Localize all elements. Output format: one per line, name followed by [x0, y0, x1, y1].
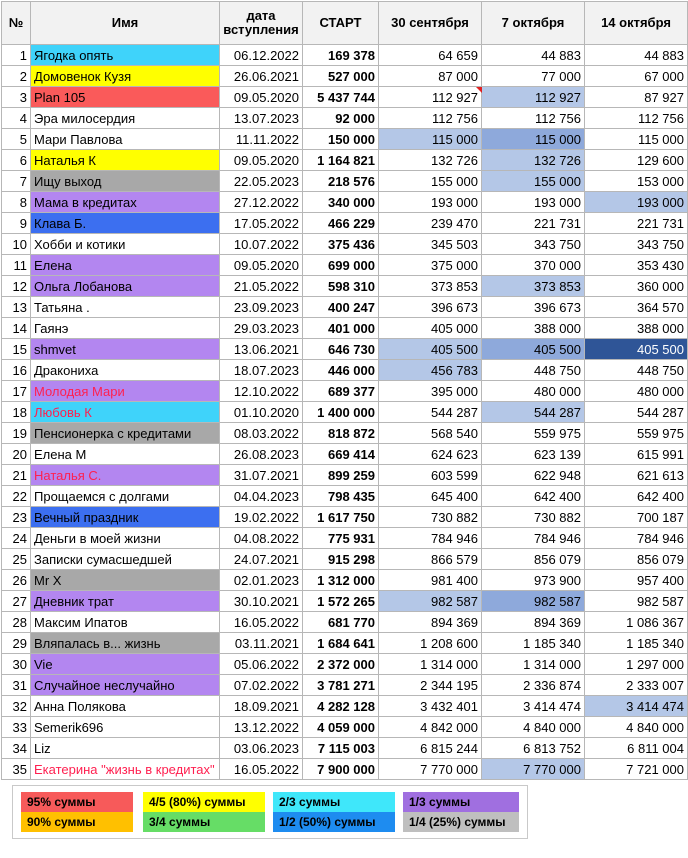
- row-number: 34: [2, 738, 31, 759]
- row-name: shmvet: [31, 339, 220, 360]
- row-sep30: 155 000: [379, 171, 482, 192]
- row-start: 4 059 000: [303, 717, 379, 738]
- table-row: [2, 549, 688, 570]
- row-number: 19: [2, 423, 31, 444]
- row-oct14: 7 721 000: [585, 759, 688, 780]
- table-row: [2, 507, 688, 528]
- row-number: 32: [2, 696, 31, 717]
- row-number: 2: [2, 66, 31, 87]
- row-join-date: 09.05.2020: [220, 150, 303, 171]
- row-start: 150 000: [303, 129, 379, 150]
- row-number: 28: [2, 612, 31, 633]
- row-oct14: 129 600: [585, 150, 688, 171]
- row-number: 14: [2, 318, 31, 339]
- color-legend: [12, 785, 528, 839]
- row-number: 31: [2, 675, 31, 696]
- row-start: 669 414: [303, 444, 379, 465]
- row-sep30: 115 000: [379, 129, 482, 150]
- row-join-date: 22.05.2023: [220, 171, 303, 192]
- row-number: 12: [2, 276, 31, 297]
- row-number: 29: [2, 633, 31, 654]
- row-oct7: 856 079: [482, 549, 585, 570]
- row-number: 5: [2, 129, 31, 150]
- row-name: Клава Б.: [31, 213, 220, 234]
- legend-item-66: 2/3 суммы: [273, 792, 395, 812]
- row-oct14: 67 000: [585, 66, 688, 87]
- row-number: 16: [2, 360, 31, 381]
- row-oct7: 480 000: [482, 381, 585, 402]
- row-number: 4: [2, 108, 31, 129]
- row-start: 340 000: [303, 192, 379, 213]
- legend-item-80: 4/5 (80%) суммы: [143, 792, 265, 812]
- row-oct14: 1 185 340: [585, 633, 688, 654]
- table-row: [2, 150, 688, 171]
- row-start: 699 000: [303, 255, 379, 276]
- row-number: 25: [2, 549, 31, 570]
- table-row: [2, 486, 688, 507]
- row-name: Эра милосердия: [31, 108, 220, 129]
- row-start: 1 400 000: [303, 402, 379, 423]
- row-oct14: 615 991: [585, 444, 688, 465]
- row-oct14: 480 000: [585, 381, 688, 402]
- row-oct7: 973 900: [482, 570, 585, 591]
- row-sep30: 456 783: [379, 360, 482, 381]
- row-number: 20: [2, 444, 31, 465]
- row-join-date: 13.07.2023: [220, 108, 303, 129]
- row-join-date: 09.05.2020: [220, 87, 303, 108]
- header-start: СТАРТ: [303, 2, 379, 45]
- row-join-date: 30.10.2021: [220, 591, 303, 612]
- row-join-date: 26.08.2023: [220, 444, 303, 465]
- row-join-date: 17.05.2022: [220, 213, 303, 234]
- row-sep30: 132 726: [379, 150, 482, 171]
- row-sep30: 866 579: [379, 549, 482, 570]
- row-name: Екатерина "жизнь в кредитах": [31, 759, 220, 780]
- row-name: Максим Ипатов: [31, 612, 220, 633]
- row-oct7: 730 882: [482, 507, 585, 528]
- table-row: [2, 444, 688, 465]
- row-oct7: 112 756: [482, 108, 585, 129]
- row-oct14: 642 400: [585, 486, 688, 507]
- row-name: Мама в кредитах: [31, 192, 220, 213]
- row-oct14: 112 756: [585, 108, 688, 129]
- row-name: Елена М: [31, 444, 220, 465]
- row-start: 1 312 000: [303, 570, 379, 591]
- row-number: 15: [2, 339, 31, 360]
- row-oct14: 4 840 000: [585, 717, 688, 738]
- row-sep30: 375 000: [379, 255, 482, 276]
- row-number: 22: [2, 486, 31, 507]
- row-start: 466 229: [303, 213, 379, 234]
- row-start: 681 770: [303, 612, 379, 633]
- row-name: Semerik696: [31, 717, 220, 738]
- row-name: Пенсионерка с кредитами: [31, 423, 220, 444]
- table-row: [2, 129, 688, 150]
- row-oct7: 3 414 474: [482, 696, 585, 717]
- row-number: 8: [2, 192, 31, 213]
- row-oct7: 982 587: [482, 591, 585, 612]
- row-sep30: 345 503: [379, 234, 482, 255]
- row-sep30: 396 673: [379, 297, 482, 318]
- row-start: 92 000: [303, 108, 379, 129]
- row-sep30: 2 344 195: [379, 675, 482, 696]
- table-row: [2, 717, 688, 738]
- row-oct14: 153 000: [585, 171, 688, 192]
- row-name: Ищу выход: [31, 171, 220, 192]
- row-name: Мари Павлова: [31, 129, 220, 150]
- legend-item-50: 1/2 (50%) суммы: [273, 812, 395, 832]
- row-name: Дневник трат: [31, 591, 220, 612]
- row-oct7: 221 731: [482, 213, 585, 234]
- row-start: 689 377: [303, 381, 379, 402]
- row-join-date: 29.03.2023: [220, 318, 303, 339]
- row-join-date: 16.05.2022: [220, 612, 303, 633]
- row-join-date: 19.02.2022: [220, 507, 303, 528]
- row-oct14: 405 500: [585, 339, 688, 360]
- row-name: Дракониха: [31, 360, 220, 381]
- row-name: Наталья К: [31, 150, 220, 171]
- table-row: [2, 66, 688, 87]
- row-oct14: 1 086 367: [585, 612, 688, 633]
- row-join-date: 31.07.2021: [220, 465, 303, 486]
- row-name: Vie: [31, 654, 220, 675]
- row-oct7: 544 287: [482, 402, 585, 423]
- row-join-date: 13.12.2022: [220, 717, 303, 738]
- table-row: [2, 402, 688, 423]
- row-sep30: 405 500: [379, 339, 482, 360]
- row-number: 27: [2, 591, 31, 612]
- table-row: [2, 675, 688, 696]
- row-sep30: 239 470: [379, 213, 482, 234]
- row-name: Вляпалась в... жизнь: [31, 633, 220, 654]
- row-oct14: 388 000: [585, 318, 688, 339]
- row-number: 7: [2, 171, 31, 192]
- row-oct14: 544 287: [585, 402, 688, 423]
- table-row: [2, 465, 688, 486]
- table-row: [2, 591, 688, 612]
- row-join-date: 04.04.2023: [220, 486, 303, 507]
- row-sep30: 603 599: [379, 465, 482, 486]
- header-row: [2, 2, 688, 45]
- table-row: [2, 192, 688, 213]
- row-join-date: 06.12.2022: [220, 45, 303, 66]
- row-start: 527 000: [303, 66, 379, 87]
- row-oct7: 1 185 340: [482, 633, 585, 654]
- row-sep30: 373 853: [379, 276, 482, 297]
- row-number: 17: [2, 381, 31, 402]
- header-number: №: [2, 2, 31, 45]
- header-oct7: 7 октября: [482, 2, 585, 45]
- row-oct7: 405 500: [482, 339, 585, 360]
- row-join-date: 18.09.2021: [220, 696, 303, 717]
- table-row: [2, 528, 688, 549]
- row-number: 35: [2, 759, 31, 780]
- row-join-date: 23.09.2023: [220, 297, 303, 318]
- row-oct7: 44 883: [482, 45, 585, 66]
- row-start: 775 931: [303, 528, 379, 549]
- row-name: Татьяна .: [31, 297, 220, 318]
- row-start: 2 372 000: [303, 654, 379, 675]
- row-oct14: 221 731: [585, 213, 688, 234]
- row-join-date: 07.02.2022: [220, 675, 303, 696]
- row-number: 3: [2, 87, 31, 108]
- row-join-date: 16.05.2022: [220, 759, 303, 780]
- progress-table: [1, 1, 688, 780]
- row-sep30: 395 000: [379, 381, 482, 402]
- row-join-date: 04.08.2022: [220, 528, 303, 549]
- row-oct14: 343 750: [585, 234, 688, 255]
- legend-item-95: 95% суммы: [21, 792, 133, 812]
- table-row: [2, 297, 688, 318]
- row-start: 1 617 750: [303, 507, 379, 528]
- row-sep30: 4 842 000: [379, 717, 482, 738]
- row-oct14: 957 400: [585, 570, 688, 591]
- row-sep30: 982 587: [379, 591, 482, 612]
- row-join-date: 02.01.2023: [220, 570, 303, 591]
- row-sep30: 894 369: [379, 612, 482, 633]
- row-start: 1 572 265: [303, 591, 379, 612]
- table-row: [2, 45, 688, 66]
- row-join-date: 01.10.2020: [220, 402, 303, 423]
- row-name: Любовь К: [31, 402, 220, 423]
- row-join-date: 08.03.2022: [220, 423, 303, 444]
- row-start: 915 298: [303, 549, 379, 570]
- row-number: 13: [2, 297, 31, 318]
- row-oct14: 87 927: [585, 87, 688, 108]
- table-row: [2, 696, 688, 717]
- row-oct14: 784 946: [585, 528, 688, 549]
- row-name: Гаянэ: [31, 318, 220, 339]
- table-row: [2, 108, 688, 129]
- row-start: 646 730: [303, 339, 379, 360]
- row-start: 798 435: [303, 486, 379, 507]
- table-row: [2, 318, 688, 339]
- row-oct14: 1 297 000: [585, 654, 688, 675]
- row-name: Liz: [31, 738, 220, 759]
- row-oct7: 370 000: [482, 255, 585, 276]
- row-start: 3 781 271: [303, 675, 379, 696]
- table-row: [2, 339, 688, 360]
- row-sep30: 1 208 600: [379, 633, 482, 654]
- table-row: [2, 633, 688, 654]
- row-oct14: 982 587: [585, 591, 688, 612]
- row-name: Mr X: [31, 570, 220, 591]
- table-row: [2, 423, 688, 444]
- row-join-date: 27.12.2022: [220, 192, 303, 213]
- row-oct14: 2 333 007: [585, 675, 688, 696]
- row-number: 24: [2, 528, 31, 549]
- row-number: 30: [2, 654, 31, 675]
- legend-item-25: 1/4 (25%) суммы: [403, 812, 519, 832]
- row-name: Ягодка опять: [31, 45, 220, 66]
- row-oct7: 193 000: [482, 192, 585, 213]
- row-sep30: 112 756: [379, 108, 482, 129]
- table-row: [2, 570, 688, 591]
- row-name: Наталья С.: [31, 465, 220, 486]
- row-oct7: 115 000: [482, 129, 585, 150]
- row-sep30: 645 400: [379, 486, 482, 507]
- row-number: 23: [2, 507, 31, 528]
- row-start: 400 247: [303, 297, 379, 318]
- row-oct14: 621 613: [585, 465, 688, 486]
- row-start: 446 000: [303, 360, 379, 381]
- row-oct14: 6 811 004: [585, 738, 688, 759]
- row-start: 7 115 003: [303, 738, 379, 759]
- row-name: Ольга Лобанова: [31, 276, 220, 297]
- row-oct7: 623 139: [482, 444, 585, 465]
- row-start: 598 310: [303, 276, 379, 297]
- row-sep30: 405 000: [379, 318, 482, 339]
- row-name: Елена: [31, 255, 220, 276]
- row-oct7: 396 673: [482, 297, 585, 318]
- row-start: 818 872: [303, 423, 379, 444]
- legend-item-33: 1/3 суммы: [403, 792, 519, 812]
- table-row: [2, 381, 688, 402]
- row-name: Домовенок Кузя: [31, 66, 220, 87]
- row-start: 169 378: [303, 45, 379, 66]
- row-oct7: 155 000: [482, 171, 585, 192]
- row-number: 6: [2, 150, 31, 171]
- table-row: [2, 234, 688, 255]
- table-row: [2, 171, 688, 192]
- row-start: 1 164 821: [303, 150, 379, 171]
- table-row: [2, 612, 688, 633]
- row-oct14: 353 430: [585, 255, 688, 276]
- row-join-date: 09.05.2020: [220, 255, 303, 276]
- table-row: [2, 276, 688, 297]
- row-name: Молодая Мари: [31, 381, 220, 402]
- row-oct7: 6 813 752: [482, 738, 585, 759]
- row-oct14: 3 414 474: [585, 696, 688, 717]
- row-name: Случайное неслучайно: [31, 675, 220, 696]
- table-row: [2, 654, 688, 675]
- row-start: 1 684 641: [303, 633, 379, 654]
- row-oct14: 700 187: [585, 507, 688, 528]
- row-oct7: 373 853: [482, 276, 585, 297]
- row-oct14: 115 000: [585, 129, 688, 150]
- row-join-date: 12.10.2022: [220, 381, 303, 402]
- row-join-date: 05.06.2022: [220, 654, 303, 675]
- row-join-date: 24.07.2021: [220, 549, 303, 570]
- row-start: 7 900 000: [303, 759, 379, 780]
- row-oct7: 448 750: [482, 360, 585, 381]
- header-oct14: 14 октября: [585, 2, 688, 45]
- row-sep30: 568 540: [379, 423, 482, 444]
- row-sep30: 112 927: [379, 87, 482, 108]
- table-row: [2, 360, 688, 381]
- row-oct7: 559 975: [482, 423, 585, 444]
- row-name: Деньги в моей жизни: [31, 528, 220, 549]
- row-name: Прощаемся с долгами: [31, 486, 220, 507]
- row-oct7: 894 369: [482, 612, 585, 633]
- table-row: [2, 738, 688, 759]
- row-sep30: 784 946: [379, 528, 482, 549]
- row-sep30: 7 770 000: [379, 759, 482, 780]
- row-number: 18: [2, 402, 31, 423]
- legend-item-75: 3/4 суммы: [143, 812, 265, 832]
- row-name: Plan 105: [31, 87, 220, 108]
- row-start: 218 576: [303, 171, 379, 192]
- row-join-date: 18.07.2023: [220, 360, 303, 381]
- row-oct14: 360 000: [585, 276, 688, 297]
- table-row: [2, 213, 688, 234]
- row-oct7: 1 314 000: [482, 654, 585, 675]
- row-number: 26: [2, 570, 31, 591]
- row-name: Анна Полякова: [31, 696, 220, 717]
- row-join-date: 26.06.2021: [220, 66, 303, 87]
- row-sep30: 730 882: [379, 507, 482, 528]
- row-number: 9: [2, 213, 31, 234]
- row-oct7: 784 946: [482, 528, 585, 549]
- row-start: 899 259: [303, 465, 379, 486]
- row-oct7: 642 400: [482, 486, 585, 507]
- row-sep30: 981 400: [379, 570, 482, 591]
- row-sep30: 193 000: [379, 192, 482, 213]
- row-join-date: 03.11.2021: [220, 633, 303, 654]
- row-oct7: 132 726: [482, 150, 585, 171]
- row-start: 4 282 128: [303, 696, 379, 717]
- header-join-date: дата вступления: [220, 2, 303, 45]
- row-number: 11: [2, 255, 31, 276]
- row-number: 33: [2, 717, 31, 738]
- row-name: Вечный праздник: [31, 507, 220, 528]
- row-name: Хобби и котики: [31, 234, 220, 255]
- row-oct7: 112 927: [482, 87, 585, 108]
- row-oct14: 364 570: [585, 297, 688, 318]
- row-oct14: 448 750: [585, 360, 688, 381]
- table-row: [2, 87, 688, 108]
- row-oct14: 559 975: [585, 423, 688, 444]
- header-sep30: 30 сентября: [379, 2, 482, 45]
- row-start: 375 436: [303, 234, 379, 255]
- row-sep30: 1 314 000: [379, 654, 482, 675]
- row-oct7: 343 750: [482, 234, 585, 255]
- row-join-date: 11.11.2022: [220, 129, 303, 150]
- comment-marker-icon: [476, 87, 482, 93]
- row-sep30: 544 287: [379, 402, 482, 423]
- row-oct14: 193 000: [585, 192, 688, 213]
- row-join-date: 21.05.2022: [220, 276, 303, 297]
- row-oct7: 2 336 874: [482, 675, 585, 696]
- table-row: [2, 759, 688, 780]
- row-oct7: 77 000: [482, 66, 585, 87]
- row-sep30: 6 815 244: [379, 738, 482, 759]
- row-oct7: 7 770 000: [482, 759, 585, 780]
- row-sep30: 64 659: [379, 45, 482, 66]
- row-oct7: 622 948: [482, 465, 585, 486]
- row-oct14: 856 079: [585, 549, 688, 570]
- row-number: 21: [2, 465, 31, 486]
- row-start: 5 437 744: [303, 87, 379, 108]
- row-oct14: 44 883: [585, 45, 688, 66]
- row-join-date: 13.06.2021: [220, 339, 303, 360]
- table-row: [2, 255, 688, 276]
- row-sep30: 624 623: [379, 444, 482, 465]
- row-number: 10: [2, 234, 31, 255]
- row-join-date: 03.06.2023: [220, 738, 303, 759]
- row-join-date: 10.07.2022: [220, 234, 303, 255]
- row-start: 401 000: [303, 318, 379, 339]
- legend-item-90: 90% суммы: [21, 812, 133, 832]
- row-oct7: 388 000: [482, 318, 585, 339]
- row-oct7: 4 840 000: [482, 717, 585, 738]
- row-number: 1: [2, 45, 31, 66]
- row-sep30: 87 000: [379, 66, 482, 87]
- header-name: Имя: [31, 2, 220, 45]
- row-sep30: 3 432 401: [379, 696, 482, 717]
- row-name: Записки сумасшедшей: [31, 549, 220, 570]
